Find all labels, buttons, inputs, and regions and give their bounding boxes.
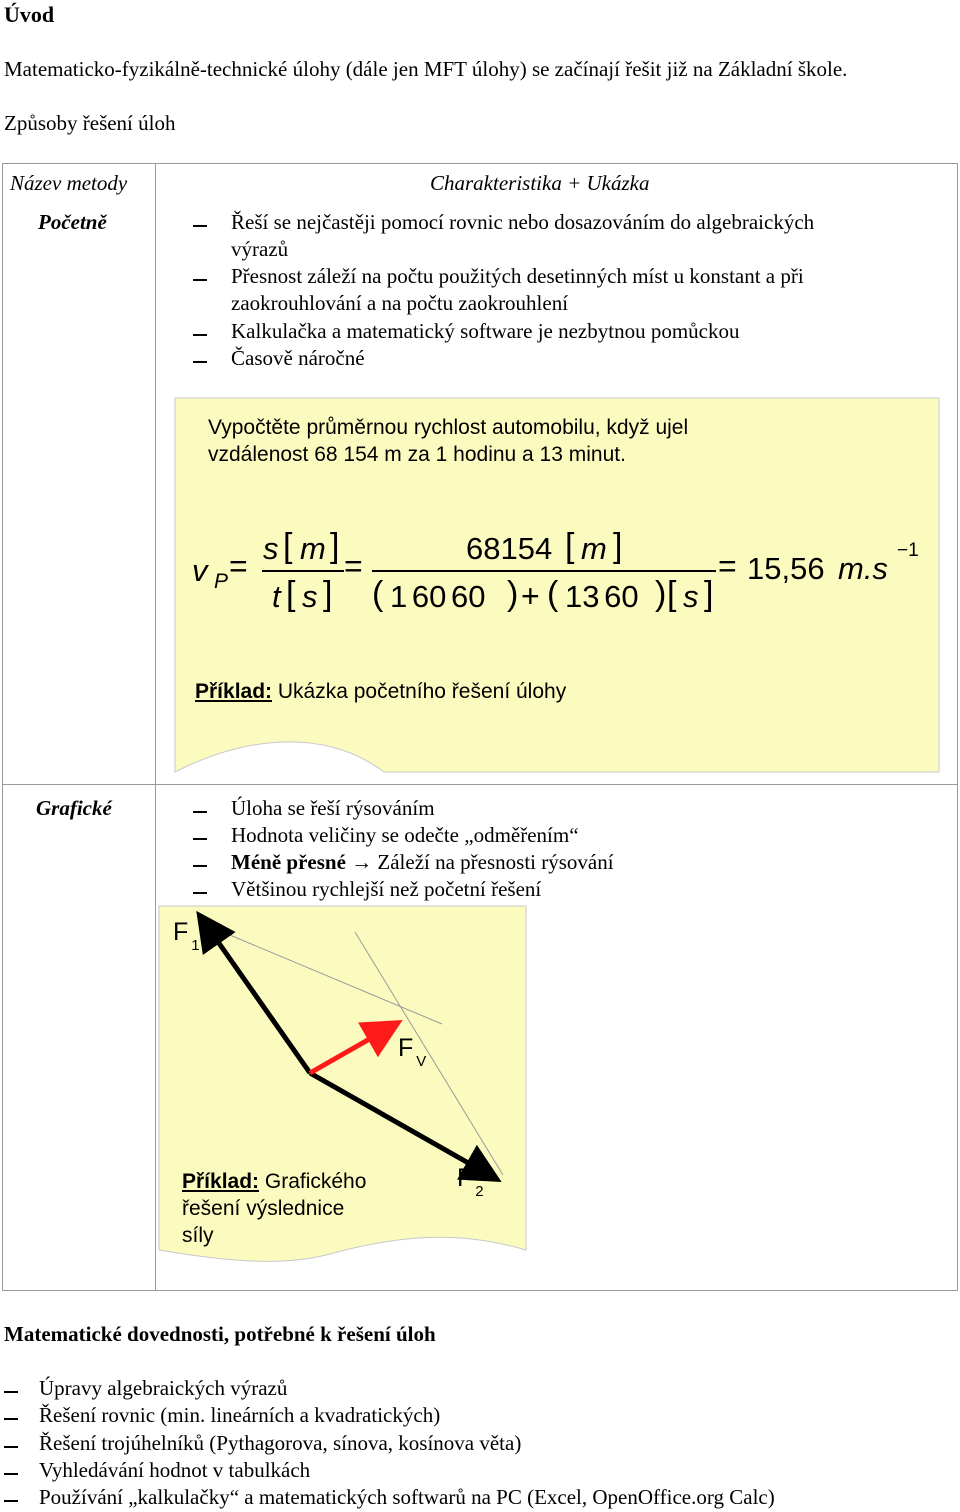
formula-unit-s: s	[302, 579, 318, 614]
graphic-bullet-4: Většinou rychlejší než početní řešení	[231, 877, 542, 901]
table-row-divider	[2, 784, 958, 785]
table-border-left	[2, 163, 3, 1291]
skill-item: Řešení rovnic (min. lineárních a kvadratických)	[39, 1403, 441, 1427]
formula-unit-m: m	[581, 531, 607, 566]
bullet-bold-part: Méně přesné	[231, 850, 346, 874]
formula-v-subscript: P	[214, 570, 229, 593]
methods-subheading: Způsoby řešení úloh	[4, 111, 176, 135]
skill-item: Vyhledávání hodnot v tabulkách	[39, 1458, 311, 1482]
fv-subscript: V	[416, 1053, 427, 1070]
skill-item: Úpravy algebraických výrazů	[39, 1376, 288, 1400]
f2-label	[457, 1164, 484, 1200]
table-header-characteristics: Charakteristika + Ukázka	[430, 171, 650, 195]
example-problem-line2: vzdálenost 68 154 m za 1 hodinu a 13 minut.	[208, 443, 626, 466]
bullet-dash	[4, 1418, 18, 1420]
graphic-example-caption	[182, 1168, 366, 1249]
formula-paren: )	[507, 575, 519, 613]
formula-paren: (	[547, 575, 559, 613]
numeric-bullet-4: Časově náročné	[231, 346, 365, 370]
formula-bracket: [	[283, 527, 293, 565]
numeric-bullet-2-cont: zaokrouhlování a na počtu zaokrouhlení	[231, 291, 569, 315]
formula-bracket: [	[565, 527, 575, 565]
bullet-dash	[193, 334, 207, 336]
formula-distance: 68154	[466, 531, 553, 566]
formula-bracket: ]	[330, 527, 340, 565]
formula-bracket: ]	[323, 575, 333, 613]
formula-result: 15,56	[747, 551, 825, 586]
bullet-dash	[4, 1446, 18, 1448]
bullet-dash	[193, 361, 207, 363]
page-heading: Úvod	[4, 2, 55, 27]
formula-result-exponent: −1	[897, 540, 919, 561]
numeric-bullet-1: Řeší se nejčastěji pomocí rovnic nebo dosazováním do algebraických	[231, 210, 815, 234]
formula-paren: (	[372, 575, 384, 613]
bullet-dash	[193, 838, 207, 840]
f1-letter: F	[173, 918, 189, 946]
table-border-top	[2, 163, 958, 164]
numeric-bullet-2: Přesnost záleží na počtu použitých desetinných míst u konstant a při	[231, 264, 804, 288]
formula-s: s	[263, 531, 279, 566]
formula-result-unit: m.s	[838, 551, 888, 586]
formula-bracket: ]	[704, 575, 714, 613]
right-arrow-icon: →	[351, 850, 373, 874]
bullet-dash	[193, 865, 207, 867]
numeric-example-caption	[195, 680, 566, 704]
bullet-dash	[4, 1500, 18, 1502]
formula-equals-3: =	[718, 548, 737, 584]
table-header-method: Název metody	[10, 171, 128, 195]
caption-label: Příklad:	[195, 680, 273, 703]
caption-line3: síly	[182, 1224, 214, 1247]
formula-bracket: [	[286, 575, 296, 613]
numeric-bullet-3: Kalkulačka a matematický software je nezbytnou pomůckou	[231, 319, 740, 343]
bullet-dash	[193, 279, 207, 281]
bullet-rest: Záleží na přesnosti rýsování	[377, 850, 614, 874]
formula-unit-m: m	[300, 531, 326, 566]
formula-minutes-in-seconds: 13 60	[565, 579, 639, 614]
caption-label: Příklad:	[182, 1170, 260, 1193]
formula-equals-2: =	[344, 548, 363, 584]
f1-subscript: 1	[191, 937, 200, 954]
example-problem-line1: Vypočtěte průměrnou rychlost automobilu, když ujel	[208, 416, 689, 439]
caption-line1: Grafického	[259, 1170, 367, 1193]
fraction-bar-2	[372, 570, 716, 572]
formula-unit-s: s	[683, 579, 699, 614]
table-border-right	[957, 163, 958, 1291]
formula-paren: )	[655, 575, 667, 613]
graphic-bullet-1: Úloha se řeší rýsováním	[231, 796, 435, 820]
f1-label	[173, 918, 200, 954]
bullet-dash	[4, 1391, 18, 1393]
skill-item: Řešení trojúhelníků (Pythagorova, sínova, kosínova věta)	[39, 1431, 522, 1455]
skills-heading: Matematické dovednosti, potřebné k řešení úloh	[4, 1322, 436, 1346]
graphic-bullet-3	[231, 850, 614, 875]
numeric-bullet-1-cont: výrazů	[231, 237, 289, 261]
formula-bracket: ]	[613, 527, 623, 565]
formula-bracket: [	[667, 575, 677, 613]
formula-equals-1: =	[229, 548, 248, 584]
fraction-bar-1	[262, 570, 344, 572]
table-border-bottom	[2, 1290, 958, 1291]
f2-subscript: 2	[475, 1183, 484, 1200]
method-name-numeric: Početně	[38, 210, 107, 234]
bullet-dash	[193, 225, 207, 227]
formula-t: t	[272, 579, 281, 614]
bullet-dash	[4, 1473, 18, 1475]
formula-hours-in-seconds: 1 60 60	[390, 579, 486, 614]
formula-plus: +	[521, 578, 540, 614]
graphic-bullet-2: Hodnota veličiny se odečte „odměřením“	[231, 823, 579, 847]
bullet-dash	[193, 892, 207, 894]
f2-letter: F	[457, 1164, 473, 1192]
fv-letter: F	[398, 1034, 414, 1062]
bullet-dash	[193, 811, 207, 813]
intro-paragraph: Matematicko-fyzikálně-technické úlohy (dále jen MFT úlohy) se začínají řešit již na Základní škole.	[4, 57, 848, 81]
skill-item: Používání „kalkulačky“ a matematických softwarů na PC (Excel, OpenOffice.org Calc)	[39, 1485, 775, 1509]
caption-line2: řešení výslednice	[182, 1197, 345, 1220]
formula-v: v	[192, 553, 208, 588]
fv-label	[398, 1034, 427, 1070]
table-column-divider	[155, 163, 156, 1291]
method-name-graphic: Grafické	[36, 796, 112, 820]
caption-text: Ukázka početního řešení úlohy	[272, 680, 567, 703]
